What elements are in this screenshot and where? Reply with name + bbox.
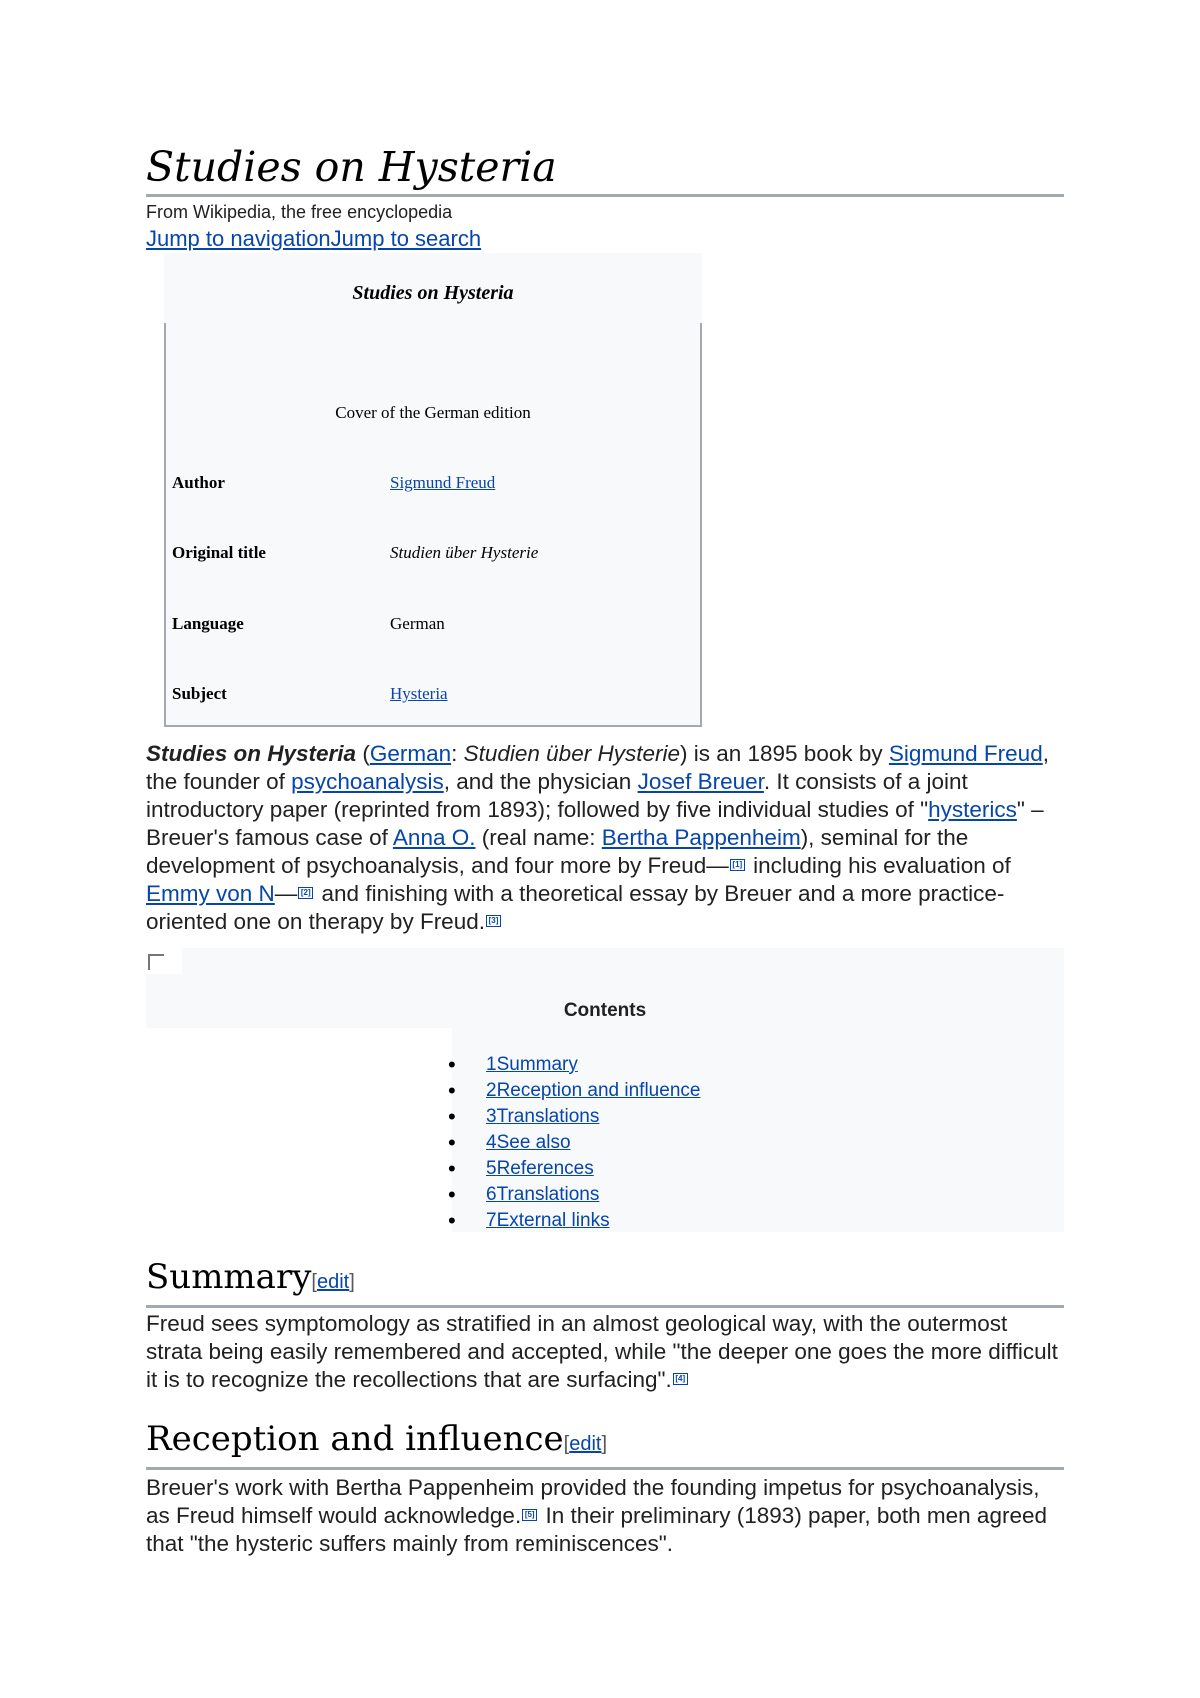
toc-item[interactable]: [448, 1078, 701, 1104]
paragraph-text: In their preliminary (1893) paper, both men agreed that "the hysteric suffers mainly from reminiscences".: [146, 1503, 1047, 1556]
infobox-label: Language: [172, 614, 244, 633]
toc-label: Translations: [496, 1106, 600, 1127]
site-tagline: From Wikipedia, the free encyclopedia: [146, 202, 453, 222]
infobox-value: German: [390, 614, 445, 633]
lead-paragraph: [146, 740, 1076, 936]
infobox-label: Author: [172, 473, 225, 492]
edit-bracket: ]: [349, 1271, 355, 1293]
lead-text: , and the physician: [443, 769, 638, 794]
reception-paragraph: [146, 1474, 1064, 1558]
toc-label: Summary: [496, 1054, 578, 1075]
toc-item[interactable]: [448, 1130, 700, 1156]
checkbox-icon: [148, 954, 164, 970]
lead-text: ) is an 1895 book by: [679, 741, 889, 766]
section-title: Reception and influence: [146, 1419, 564, 1459]
author-link[interactable]: Sigmund Freud: [390, 473, 496, 492]
jump-to-search-link[interactable]: Jump to search: [330, 226, 482, 251]
toc-blank-area: [146, 1028, 452, 1232]
toc-number: 6: [486, 1184, 497, 1205]
bullet-icon: •: [448, 1208, 456, 1233]
toc-link-external-links[interactable]: [486, 1210, 610, 1231]
toc-list: [448, 1052, 701, 1234]
toc-toggle-checkbox[interactable]: [146, 948, 182, 974]
toc-link-translations-2[interactable]: [486, 1184, 599, 1205]
infobox-value: Studien über Hysterie: [390, 543, 539, 562]
sigmund-freud-link[interactable]: Sigmund Freud: [888, 741, 1043, 766]
bertha-pappenheim-link[interactable]: Bertha Pappenheim: [601, 825, 801, 850]
lead-text: ), seminal for the development of psychoanalysis, and four more by Freud—: [146, 825, 969, 878]
hysterics-link[interactable]: hysterics: [928, 797, 1017, 822]
toc-item[interactable]: [448, 1104, 700, 1130]
toc-label: See also: [496, 1132, 571, 1153]
edit-bracket: [: [311, 1271, 317, 1293]
lead-text: (real name:: [475, 825, 602, 850]
infobox-caption: Studies on Hysteria: [164, 253, 702, 323]
infobox-label: Original title: [172, 543, 266, 562]
bullet-icon: •: [448, 1156, 456, 1181]
edit-bracket: ]: [601, 1433, 608, 1455]
reference-1[interactable]: [1]: [730, 859, 745, 871]
toc-item[interactable]: [448, 1156, 700, 1182]
lead-text: , the founder of: [146, 741, 1049, 794]
lead-text: :: [451, 741, 464, 766]
toc-number: 1: [486, 1054, 497, 1075]
infobox-image-caption: Cover of the German edition: [335, 403, 531, 422]
lead-text: " – Breuer's famous case of: [146, 797, 1044, 850]
emmy-von-n-link[interactable]: Emmy von N: [146, 881, 275, 906]
subject-link[interactable]: Hysteria: [390, 684, 448, 703]
lead-bold-title: Studies on Hysteria: [146, 741, 357, 766]
toc-item[interactable]: [448, 1052, 700, 1078]
toc-link-translations[interactable]: [486, 1106, 599, 1127]
toc-item[interactable]: [448, 1182, 700, 1208]
toc-number: 3: [486, 1106, 497, 1127]
toc-label: Translations: [496, 1184, 600, 1205]
toc-label: References: [496, 1158, 594, 1179]
bullet-icon: •: [448, 1130, 456, 1155]
bullet-icon: •: [448, 1104, 456, 1129]
toc-number: 7: [486, 1210, 497, 1231]
anna-o-link[interactable]: Anna O.: [392, 825, 476, 850]
edit-summary-link[interactable]: edit: [316, 1271, 350, 1293]
reference-5[interactable]: [5]: [522, 1509, 537, 1521]
lead-text: —: [274, 881, 298, 906]
edit-section: [564, 1433, 607, 1455]
toc-link-see-also[interactable]: [486, 1132, 571, 1153]
jump-to-navigation-link[interactable]: Jump to navigation: [146, 226, 331, 251]
reference-3[interactable]: [3]: [486, 915, 501, 927]
edit-section: [311, 1271, 354, 1293]
summary-paragraph: [146, 1310, 1064, 1394]
jump-links: [146, 226, 481, 252]
edit-reception-link[interactable]: edit: [569, 1433, 602, 1455]
lead-text: and finishing with a theoretical essay by Breuer and a more practice-oriented one on therapy by Freud.: [146, 881, 1005, 934]
toc-label: Reception and influence: [496, 1080, 701, 1101]
german-link[interactable]: German: [369, 741, 452, 766]
toc-label: External links: [496, 1210, 610, 1231]
toc-item[interactable]: [448, 1208, 700, 1234]
section-heading-reception: [146, 1416, 1064, 1470]
table-of-contents: [146, 948, 1064, 1232]
reference-4[interactable]: [4]: [673, 1373, 688, 1385]
infobox-body: [164, 323, 702, 727]
josef-breuer-link[interactable]: Josef Breuer: [637, 769, 764, 794]
lead-text: (: [356, 741, 370, 766]
section-heading-summary: [146, 1254, 1064, 1308]
toc-title: Contents: [563, 1000, 647, 1021]
edit-bracket: [: [563, 1433, 570, 1455]
toc-link-reception[interactable]: [486, 1080, 700, 1101]
toc-link-summary[interactable]: [486, 1054, 578, 1075]
psychoanalysis-link[interactable]: psychoanalysis: [291, 769, 444, 794]
paragraph-text: Breuer's work with Bertha Pappenheim provided the founding impetus for psychoanalysis, as Freud himself would acknowledge.: [146, 1475, 1040, 1528]
page-title: Studies on Hysteria: [146, 140, 1064, 197]
infobox: [164, 253, 702, 729]
bullet-icon: •: [448, 1078, 456, 1103]
toc-number: 4: [486, 1132, 497, 1153]
paragraph-text: Freud sees symptomology as stratified in an almost geological way, with the outermost strata being easily remembered and accepted, while "the deeper one goes the more difficult it is to recognize the recollections that are surfacing".: [146, 1311, 1058, 1392]
bullet-icon: •: [448, 1052, 456, 1077]
infobox-label: Subject: [172, 684, 227, 703]
section-title: Summary: [146, 1257, 312, 1297]
bullet-icon: •: [448, 1182, 456, 1207]
toc-number: 5: [486, 1158, 497, 1179]
lead-text: . It consists of a joint introductory paper (reprinted from 1893); followed by five individual studies of ": [146, 769, 968, 822]
toc-number: 2: [486, 1080, 497, 1101]
lead-text: including his evaluation of: [746, 853, 1011, 878]
reference-2[interactable]: [2]: [298, 887, 313, 899]
lead-original-title: Studien über Hysterie: [463, 741, 680, 766]
toc-link-references[interactable]: [486, 1158, 594, 1179]
